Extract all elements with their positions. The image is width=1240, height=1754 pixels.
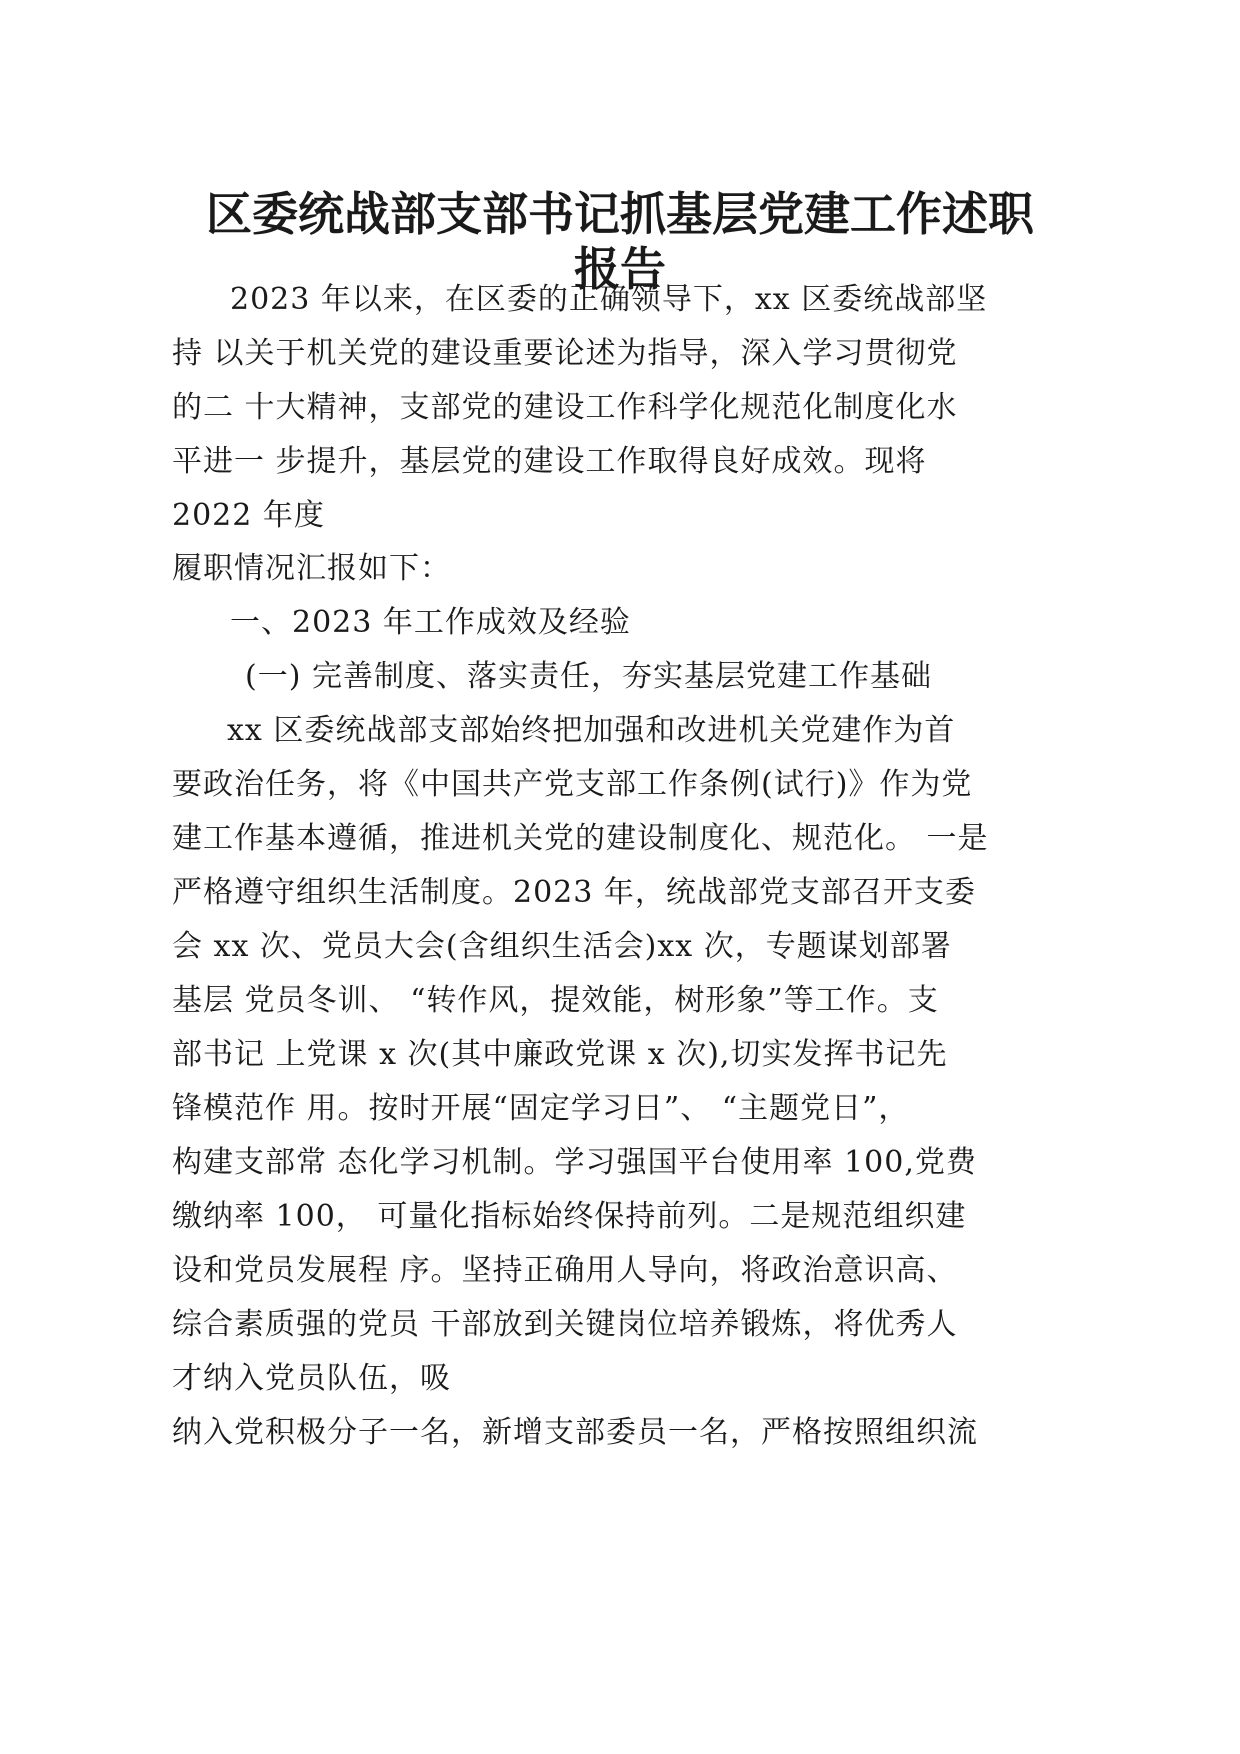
body-line: 才纳入党员队伍，吸	[172, 1361, 451, 1396]
body-line: 部书记 上党课 x 次(其中廉政党课 x 次),切实发挥书记先	[172, 1037, 948, 1072]
document-title-line-1: 区委统战部支部书记抓基层党建工作述职	[206, 187, 1034, 241]
body-line: 履职情况汇报如下：	[172, 551, 451, 586]
body-line: 2022 年度	[172, 498, 325, 533]
body-line: 设和党员发展程 序。坚持正确用人导向，将政治意识高、	[172, 1253, 958, 1288]
body-line: 构建支部常 态化学习机制。学习强国平台使用率 100,党费	[172, 1145, 977, 1180]
body-line: 要政治任务，将《中国共产党支部工作条例(试行)》作为党	[172, 767, 973, 802]
body-line: 建工作基本遵循，推进机关党的建设制度化、规范化。 一是	[172, 821, 989, 856]
section-heading: 一、2023 年工作成效及经验	[230, 605, 631, 640]
body-line: 平进一 步提升，基层党的建设工作取得良好成效。现将	[172, 444, 927, 479]
body-line: xx 区委统战部支部始终把加强和改进机关党建作为首	[227, 713, 956, 748]
body-line: 2023 年以来，在区委的正确领导下，xx 区委统战部坚	[230, 282, 988, 317]
body-line: 综合素质强的党员 干部放到关键岗位培养锻炼，将优秀人	[172, 1307, 958, 1342]
body-line: 持 以关于机关党的建设重要论述为指导，深入学习贯彻党	[172, 336, 958, 371]
body-line: 的二 十大精神，支部党的建设工作科学化规范化制度化水	[172, 390, 958, 425]
body-line: 缴纳率 100， 可量化指标始终保持前列。二是规范组织建	[172, 1199, 967, 1234]
body-line: 严格遵守组织生活制度。2023 年，统战部党支部召开支委	[172, 875, 976, 910]
body-line: 会 xx 次、党员大会(含组织生活会)xx 次，专题谋划部署	[172, 929, 952, 964]
body-line: 锋模范作 用。按时开展“固定学习日”、 “主题党日”，	[172, 1091, 910, 1126]
body-line: 纳入党积极分子一名，新增支部委员一名，严格按照组织流	[172, 1415, 978, 1450]
body-line: 基层 党员冬训、 “转作风，提效能，树形象”等工作。支	[172, 983, 939, 1018]
subsection-heading: (一) 完善制度、落实责任，夯实基层党建工作基础	[245, 659, 932, 694]
document-title-line-2: 报告	[574, 242, 666, 296]
